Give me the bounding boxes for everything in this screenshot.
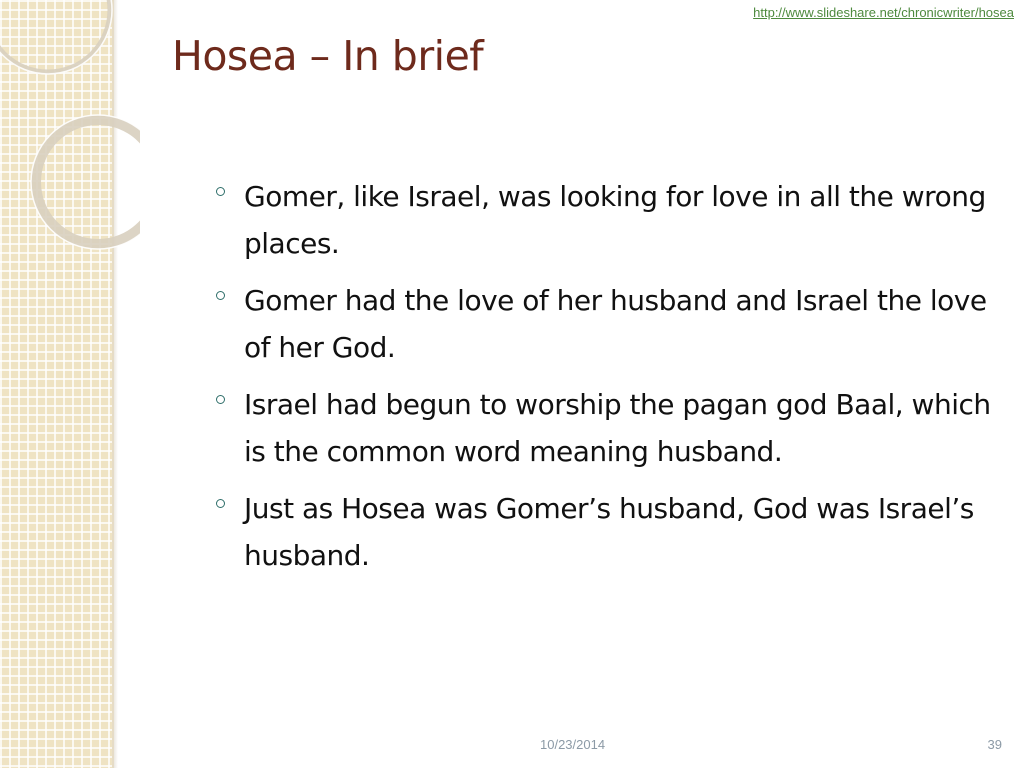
- page-number: 39: [987, 737, 1002, 752]
- bullet-circle-icon: [216, 291, 225, 300]
- bullet-text: Gomer had the love of her husband and Israel the love of her God.: [244, 284, 987, 364]
- footer-date: 10/23/2014: [540, 737, 606, 752]
- bullet-item: [216, 173, 1006, 267]
- bullet-circle-icon: [216, 395, 225, 404]
- bullet-item: [216, 277, 1006, 371]
- source-link[interactable]: http://www.slideshare.net/chronicwriter/hosea: [753, 5, 1014, 20]
- bullet-text: Just as Hosea was Gomer’s husband, God was Israel’s husband.: [244, 492, 974, 572]
- bullet-item: [216, 485, 1006, 579]
- bullet-list: [216, 173, 1006, 589]
- bullet-text: Gomer, like Israel, was looking for love in all the wrong places.: [244, 180, 986, 260]
- slide-title: Hosea – In brief: [172, 32, 484, 80]
- bullet-circle-icon: [216, 499, 225, 508]
- decorative-rings: [0, 0, 140, 260]
- bullet-item: [216, 381, 1006, 475]
- bullet-circle-icon: [216, 187, 225, 196]
- bullet-text: Israel had begun to worship the pagan god Baal, which is the common word meaning husband.: [244, 388, 991, 468]
